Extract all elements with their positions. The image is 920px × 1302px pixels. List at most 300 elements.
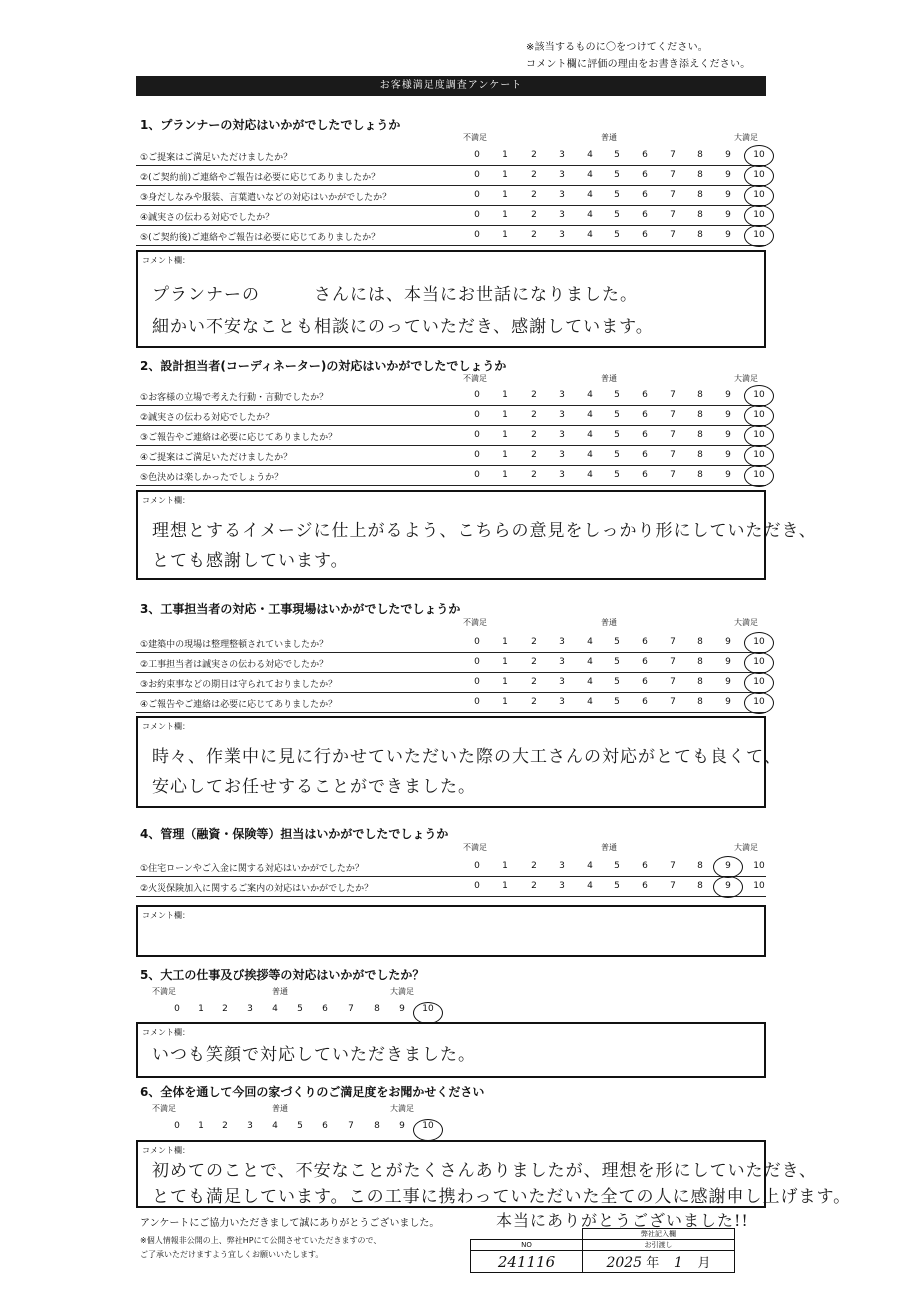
rating-option-3[interactable]: 3 [559,470,565,480]
handwritten-comment: 初めてのことで、不安なことがたくさんありましたが、理想を形にしていただき、 [152,1161,817,1181]
comment-label: コメント欄： [142,1028,190,1037]
rating-option-6[interactable]: 6 [642,697,648,707]
rating-option-8[interactable]: 8 [697,410,703,420]
rating-option-10[interactable]: 10 [753,881,765,891]
rating-option-7[interactable]: 7 [670,390,676,400]
rating-option-0[interactable]: 0 [474,657,480,667]
rating-option-10[interactable]: 10 [753,697,765,707]
rating-option-4[interactable]: 4 [272,1121,278,1131]
selected-score-circle [744,652,774,674]
rating-option-4[interactable]: 4 [587,697,593,707]
rating-option-5[interactable]: 5 [614,637,620,647]
rating-option-8[interactable]: 8 [697,637,703,647]
rating-option-8[interactable]: 8 [374,1004,380,1014]
rating-option-9[interactable]: 9 [725,677,731,687]
scale-low-label: 不満足 [463,843,487,852]
rating-option-9[interactable]: 9 [725,450,731,460]
question-text: ②(ご契約前)ご連絡やご報告は必要に応じてありましたか？ [140,173,381,183]
rating-option-6[interactable]: 6 [642,881,648,891]
rating-option-10[interactable]: 10 [753,677,765,687]
selected-score-circle [744,465,774,487]
rating-option-10[interactable]: 10 [753,637,765,647]
question-text: ①建築中の現場は整理整頓されていましたか？ [140,640,329,650]
question-row [136,466,766,486]
rating-option-9[interactable]: 9 [725,697,731,707]
scale-high-label: 大満足 [734,843,758,852]
selected-score-circle [744,405,774,427]
rating-option-5[interactable]: 5 [614,677,620,687]
month-unit: 月 [697,1256,711,1271]
rating-option-10[interactable]: 10 [753,861,765,871]
rating-option-4[interactable]: 4 [587,430,593,440]
rating-option-1[interactable]: 1 [502,430,508,440]
rating-option-8[interactable]: 8 [697,230,703,240]
rating-option-7[interactable]: 7 [670,697,676,707]
rating-option-10[interactable]: 10 [753,390,765,400]
scale-mid-label: 普通 [601,133,617,142]
rating-option-2[interactable]: 2 [222,1004,228,1014]
rating-option-0[interactable]: 0 [474,430,480,440]
rating-option-1[interactable]: 1 [502,410,508,420]
rating-option-10[interactable]: 10 [753,657,765,667]
rating-option-4[interactable]: 4 [587,677,593,687]
rating-option-6[interactable]: 6 [642,210,648,220]
selected-score-circle [744,145,774,167]
section-5-title: 5、大工の仕事及び挨拶等の対応はいかがでしたか？ [140,968,425,982]
rating-option-9[interactable]: 9 [725,150,731,160]
rating-option-3[interactable]: 3 [559,170,565,180]
scale-low-label: 不満足 [152,987,176,996]
rating-option-2[interactable]: 2 [531,410,537,420]
rating-option-0[interactable]: 0 [474,170,480,180]
rating-option-5[interactable]: 5 [614,470,620,480]
rating-option-7[interactable]: 7 [670,470,676,480]
rating-option-8[interactable]: 8 [697,210,703,220]
rating-option-1[interactable]: 1 [502,861,508,871]
question-row [136,166,766,186]
rating-option-2[interactable]: 2 [531,450,537,460]
rating-option-10[interactable]: 10 [753,190,765,200]
rating-option-4[interactable]: 4 [587,657,593,667]
rating-option-9[interactable]: 9 [399,1004,405,1014]
rating-option-7[interactable]: 7 [670,881,676,891]
selected-score-circle [744,632,774,654]
selected-score-circle [744,445,774,467]
question-row [136,186,766,206]
rating-option-3[interactable]: 3 [559,450,565,460]
rating-option-2[interactable]: 2 [531,677,537,687]
rating-option-5[interactable]: 5 [614,657,620,667]
rating-option-3[interactable]: 3 [559,861,565,871]
rating-option-1[interactable]: 1 [502,697,508,707]
rating-option-4[interactable]: 4 [587,637,593,647]
comment-box[interactable] [136,1140,852,1208]
office-use-header: 弊社記入欄 [583,1229,735,1240]
rating-option-7[interactable]: 7 [670,150,676,160]
rating-option-7[interactable]: 7 [348,1004,354,1014]
rating-option-8[interactable]: 8 [697,150,703,160]
question-text: ②工事担当者は誠実さの伝わる対応でしたか？ [140,660,329,670]
rating-option-10[interactable]: 10 [753,470,765,480]
rating-option-5[interactable]: 5 [614,230,620,240]
rating-option-6[interactable]: 6 [642,470,648,480]
comment-box[interactable] [136,1022,766,1078]
rating-option-0[interactable]: 0 [474,230,480,240]
question-row [136,446,766,466]
rating-option-6[interactable]: 6 [642,430,648,440]
rating-option-6[interactable]: 6 [642,637,648,647]
comment-label: コメント欄： [142,911,190,920]
rating-option-1[interactable]: 1 [502,230,508,240]
selected-score-circle [713,856,743,878]
rating-option-7[interactable]: 7 [348,1121,354,1131]
rating-option-10[interactable]: 10 [753,150,765,160]
question-row [136,633,766,653]
rating-option-10[interactable]: 10 [422,1121,434,1131]
rating-option-9[interactable]: 9 [725,190,731,200]
rating-option-10[interactable]: 10 [753,210,765,220]
rating-option-7[interactable]: 7 [670,450,676,460]
rating-option-5[interactable]: 5 [614,881,620,891]
question-text: ②火災保険加入に関するご案内の対応はいかがでしたか？ [140,884,374,894]
rating-option-4[interactable]: 4 [587,881,593,891]
rating-option-7[interactable]: 7 [670,210,676,220]
scale-low-label: 不満足 [463,133,487,142]
question-row [136,857,766,877]
rating-option-3[interactable]: 3 [559,390,565,400]
rating-option-2[interactable]: 2 [531,881,537,891]
rating-option-0[interactable]: 0 [474,390,480,400]
rating-option-0[interactable]: 0 [474,190,480,200]
question-text: ①お客様の立場で考えた行動・言動でしたか？ [140,393,329,403]
rating-option-5[interactable]: 5 [614,190,620,200]
rating-option-2[interactable]: 2 [531,170,537,180]
selected-score-circle [744,425,774,447]
rating-option-4[interactable]: 4 [587,150,593,160]
no-column-header: NO [471,1240,583,1251]
question-row [136,673,766,693]
scale-mid-label: 普通 [601,374,617,383]
rating-option-5[interactable]: 5 [614,170,620,180]
rating-option-1[interactable]: 1 [198,1004,204,1014]
rating-option-6[interactable]: 6 [642,230,648,240]
question-text: ⑤色決めは楽しかったでしょうか？ [140,473,284,483]
rating-option-6[interactable]: 6 [642,410,648,420]
rating-option-4[interactable]: 4 [587,861,593,871]
rating-option-4[interactable]: 4 [587,230,593,240]
rating-option-10[interactable]: 10 [422,1004,434,1014]
handwritten-comment: いつも笑顔で対応していただきました。 [152,1045,476,1065]
rating-option-0[interactable]: 0 [474,210,480,220]
rating-option-9[interactable]: 9 [725,881,731,891]
rating-option-9[interactable]: 9 [725,390,731,400]
rating-option-0[interactable]: 0 [474,150,480,160]
rating-option-7[interactable]: 7 [670,430,676,440]
rating-option-5[interactable]: 5 [614,150,620,160]
rating-option-1[interactable]: 1 [502,390,508,400]
rating-option-0[interactable]: 0 [474,410,480,420]
rating-option-4[interactable]: 4 [587,170,593,180]
selected-score-circle [744,205,774,227]
rating-option-9[interactable]: 9 [725,657,731,667]
rating-option-8[interactable]: 8 [697,881,703,891]
rating-option-5[interactable]: 5 [614,697,620,707]
rating-option-3[interactable]: 3 [559,677,565,687]
rating-option-8[interactable]: 8 [697,170,703,180]
rating-option-1[interactable]: 1 [502,637,508,647]
rating-option-7[interactable]: 7 [670,657,676,667]
comment-box[interactable] [136,716,782,808]
rating-option-5[interactable]: 5 [614,410,620,420]
rating-option-2[interactable]: 2 [531,637,537,647]
rating-option-4[interactable]: 4 [587,410,593,420]
rating-option-9[interactable]: 9 [725,430,731,440]
rating-option-7[interactable]: 7 [670,861,676,871]
rating-option-6[interactable]: 6 [642,861,648,871]
selected-score-circle [744,692,774,714]
survey-number: 241116 [471,1251,583,1273]
rating-option-2[interactable]: 2 [531,697,537,707]
question-text: ①ご提案はご満足いただけましたか？ [140,153,293,163]
rating-option-1[interactable]: 1 [502,657,508,667]
comment-label: コメント欄： [142,722,190,731]
year-unit: 年 [646,1256,660,1271]
rating-option-2[interactable]: 2 [531,430,537,440]
rating-option-2[interactable]: 2 [531,470,537,480]
handwritten-comment: 細かい不安なことも相談にのっていただき、感謝しています。 [152,317,654,337]
rating-option-0[interactable]: 0 [474,677,480,687]
rating-option-0[interactable]: 0 [174,1004,180,1014]
scale-high-label: 大満足 [390,1104,414,1113]
rating-option-0[interactable]: 0 [474,637,480,647]
rating-option-1[interactable]: 1 [198,1121,204,1131]
rating-option-1[interactable]: 1 [502,470,508,480]
rating-option-3[interactable]: 3 [559,150,565,160]
rating-option-6[interactable]: 6 [642,150,648,160]
rating-option-9[interactable]: 9 [725,230,731,240]
rating-option-8[interactable]: 8 [697,470,703,480]
rating-option-9[interactable]: 9 [725,861,731,871]
rating-option-1[interactable]: 1 [502,170,508,180]
rating-option-3[interactable]: 3 [559,410,565,420]
rating-option-0[interactable]: 0 [474,450,480,460]
handover-year: 2025 [606,1255,643,1271]
rating-option-3[interactable]: 3 [247,1121,253,1131]
rating-option-6[interactable]: 6 [642,657,648,667]
rating-option-5[interactable]: 5 [297,1121,303,1131]
question-text: ③身だしなみや服装、言葉遣いなどの対応はいかがでしたか？ [140,193,392,203]
rating-option-2[interactable]: 2 [531,657,537,667]
handwritten-comment: 時々、作業中に見に行かせていただいた際の大工さんの対応がとても良くて、 [152,747,782,767]
question-text: ①住宅ローンやご入金に関する対応はいかがでしたか？ [140,864,364,874]
office-use-table [470,1228,735,1273]
comment-box[interactable] [136,905,766,957]
question-row [136,877,766,897]
rating-option-0[interactable]: 0 [474,470,480,480]
scale-high-label: 大満足 [734,618,758,627]
rating-option-10[interactable]: 10 [753,230,765,240]
selected-score-circle [413,1002,443,1024]
rating-option-3[interactable]: 3 [559,430,565,440]
question-row [136,653,766,673]
question-row [136,146,766,166]
question-row [136,693,766,713]
rating-option-6[interactable]: 6 [642,390,648,400]
comment-box[interactable] [136,250,766,348]
rating-option-10[interactable]: 10 [753,450,765,460]
survey-title-bar: お客様満足度調査アンケート [136,76,766,96]
rating-option-8[interactable]: 8 [697,697,703,707]
rating-option-7[interactable]: 7 [670,190,676,200]
rating-option-3[interactable]: 3 [247,1004,253,1014]
selected-score-circle [744,385,774,407]
rating-option-6[interactable]: 6 [322,1004,328,1014]
rating-option-4[interactable]: 4 [587,450,593,460]
question-text: ②誠実さの伝わる対応でしたか？ [140,413,275,423]
section-3-title: 3、工事担当者の対応・工事現場はいかがでしたでしょうか [140,602,461,616]
rating-option-9[interactable]: 9 [725,410,731,420]
rating-option-1[interactable]: 1 [502,881,508,891]
comment-label: コメント欄： [142,256,190,265]
selected-score-circle [744,225,774,247]
comment-label: コメント欄： [142,496,190,505]
rating-option-2[interactable]: 2 [222,1121,228,1131]
rating-option-9[interactable]: 9 [725,210,731,220]
rating-option-9[interactable]: 9 [725,170,731,180]
rating-option-0[interactable]: 0 [174,1121,180,1131]
rating-option-8[interactable]: 8 [697,861,703,871]
thanks-text: アンケートにご協力いただきまして誠にありがとうございました。 [140,1218,440,1229]
rating-option-7[interactable]: 7 [670,170,676,180]
rating-option-3[interactable]: 3 [559,657,565,667]
scale-high-label: 大満足 [734,374,758,383]
rating-option-10[interactable]: 10 [753,410,765,420]
rating-option-7[interactable]: 7 [670,637,676,647]
handwritten-comment: とても満足しています。この工事に携わっていただいた全ての人に感謝申し上げます。 [152,1187,852,1207]
rating-option-5[interactable]: 5 [614,861,620,871]
rating-option-9[interactable]: 9 [725,637,731,647]
rating-option-10[interactable]: 10 [753,170,765,180]
rating-option-2[interactable]: 2 [531,861,537,871]
rating-option-9[interactable]: 9 [725,470,731,480]
rating-option-0[interactable]: 0 [474,697,480,707]
scale-high-label: 大満足 [734,133,758,142]
scale-mid-label: 普通 [272,1104,288,1113]
comment-label: コメント欄： [142,1146,190,1155]
rating-option-4[interactable]: 4 [587,190,593,200]
rating-option-2[interactable]: 2 [531,390,537,400]
scale-mid-label: 普通 [272,987,288,996]
rating-option-2[interactable]: 2 [531,210,537,220]
question-text: ③ご報告やご連絡は必要に応じてありましたか？ [140,433,338,443]
question-row [136,386,766,406]
rating-option-3[interactable]: 3 [559,637,565,647]
rating-option-8[interactable]: 8 [697,430,703,440]
rating-option-6[interactable]: 6 [642,450,648,460]
comment-box[interactable] [136,490,817,580]
rating-option-4[interactable]: 4 [587,470,593,480]
section-4-title: 4、管理（融資・保険等）担当はいかがでしたでしょうか [140,827,449,841]
rating-option-1[interactable]: 1 [502,190,508,200]
rating-option-4[interactable]: 4 [272,1004,278,1014]
rating-option-8[interactable]: 8 [697,677,703,687]
selected-score-circle [744,185,774,207]
rating-option-8[interactable]: 8 [697,657,703,667]
rating-option-2[interactable]: 2 [531,230,537,240]
rating-option-9[interactable]: 9 [399,1121,405,1131]
question-row [136,226,766,246]
rating-option-5[interactable]: 5 [297,1004,303,1014]
rating-option-8[interactable]: 8 [697,390,703,400]
rating-option-0[interactable]: 0 [474,861,480,871]
handwritten-comment: とても感謝しています。 [152,551,349,571]
rating-option-7[interactable]: 7 [670,230,676,240]
question-row [136,406,766,426]
rating-option-5[interactable]: 5 [614,430,620,440]
rating-option-3[interactable]: 3 [559,190,565,200]
rating-option-8[interactable]: 8 [374,1121,380,1131]
instruction-note-1: ※該当するものに〇をつけてください。 [526,42,708,53]
rating-option-6[interactable]: 6 [322,1121,328,1131]
section-2-title: 2、設計担当者(コーディネーター)の対応はいかがでしたでしょうか [140,359,507,373]
handover-column-header: お引渡し [583,1240,735,1251]
rating-option-3[interactable]: 3 [559,210,565,220]
rating-option-4[interactable]: 4 [587,210,593,220]
selected-score-circle [744,165,774,187]
scale-high-label: 大満足 [390,987,414,996]
rating-option-6[interactable]: 6 [642,170,648,180]
rating-option-0[interactable]: 0 [474,881,480,891]
question-row [136,206,766,226]
handwritten-comment: プランナーの さんには、本当にお世話になりました。 [152,285,638,305]
rating-option-6[interactable]: 6 [642,190,648,200]
scale-mid-label: 普通 [601,618,617,627]
rating-option-5[interactable]: 5 [614,450,620,460]
scale-low-label: 不満足 [152,1104,176,1113]
handwritten-comment: 理想とするイメージに仕上がるよう、こちらの意見をしっかり形にしていただき、 [152,521,817,541]
rating-option-10[interactable]: 10 [753,430,765,440]
scale-low-label: 不満足 [463,618,487,627]
question-text: ⑤(ご契約後)ご連絡やご報告は必要に応じてありましたか？ [140,233,381,243]
rating-option-5[interactable]: 5 [614,390,620,400]
privacy-note-1: ※個人情報非公開の上、弊社HPにて公開させていただきますので、 [140,1236,382,1245]
rating-option-2[interactable]: 2 [531,190,537,200]
rating-option-7[interactable]: 7 [670,677,676,687]
question-text: ④誠実さの伝わる対応でしたか？ [140,213,275,223]
rating-option-2[interactable]: 2 [531,150,537,160]
rating-option-3[interactable]: 3 [559,697,565,707]
selected-score-circle [744,672,774,694]
rating-option-8[interactable]: 8 [697,190,703,200]
rating-option-5[interactable]: 5 [614,210,620,220]
selected-score-circle [713,876,743,898]
rating-option-3[interactable]: 3 [559,230,565,240]
instruction-note-2: コメント欄に評価の理由をお書き添えください。 [526,59,751,70]
rating-option-8[interactable]: 8 [697,450,703,460]
rating-option-6[interactable]: 6 [642,677,648,687]
rating-option-3[interactable]: 3 [559,881,565,891]
rating-option-4[interactable]: 4 [587,390,593,400]
rating-option-7[interactable]: 7 [670,410,676,420]
scale-mid-label: 普通 [601,843,617,852]
handwritten-comment: 安心してお任せすることができました。 [152,777,476,797]
question-row [136,426,766,446]
rating-option-1[interactable]: 1 [502,150,508,160]
rating-option-1[interactable]: 1 [502,677,508,687]
selected-score-circle [413,1119,443,1141]
rating-option-1[interactable]: 1 [502,210,508,220]
rating-option-1[interactable]: 1 [502,450,508,460]
